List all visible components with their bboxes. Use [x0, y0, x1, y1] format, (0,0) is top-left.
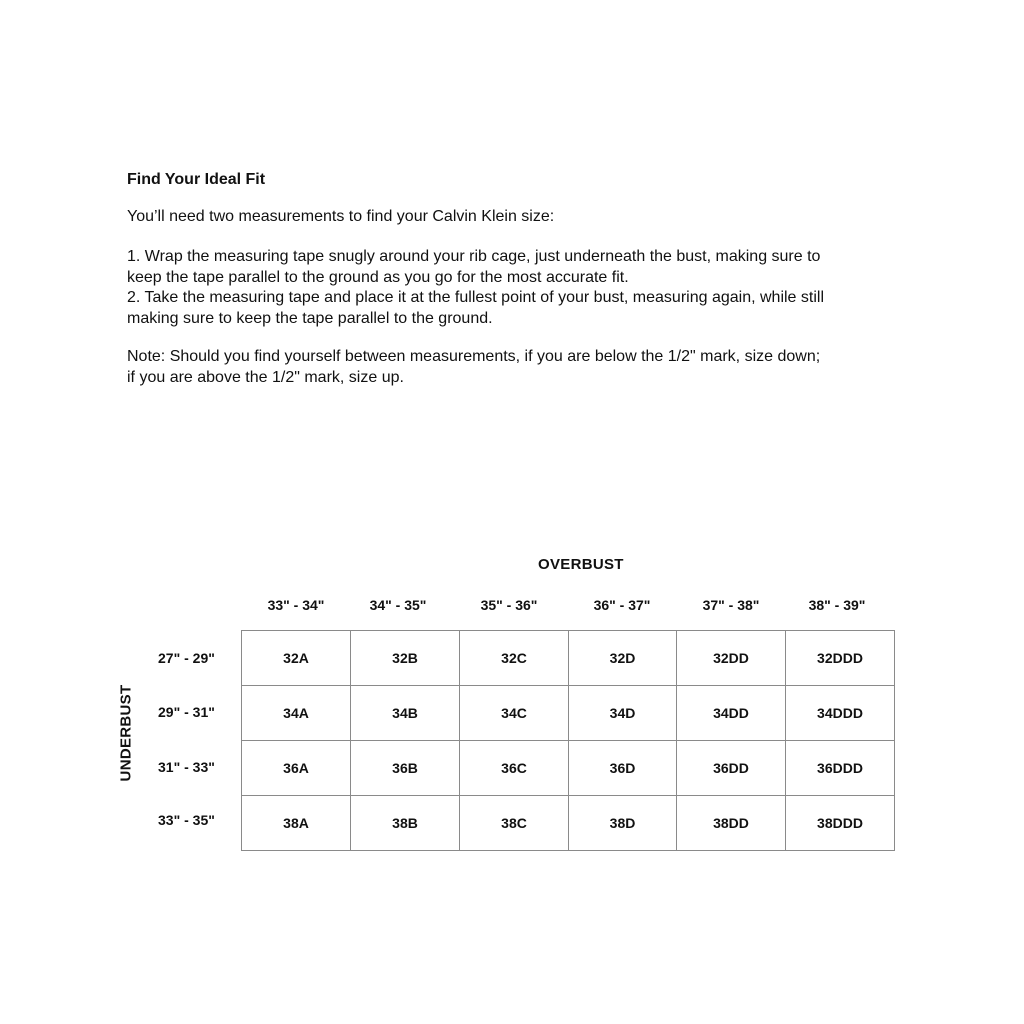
table-row [242, 686, 895, 741]
row-header: 29" - 31" [158, 704, 215, 720]
size-cell: 38DDD [786, 796, 895, 851]
column-header: 38" - 39" [808, 597, 866, 613]
note-line: if you are above the 1/2" mark, size up. [127, 368, 404, 386]
step-line: making sure to keep the tape parallel to the ground. [127, 309, 493, 327]
size-cell: 38B [351, 796, 460, 851]
size-cell: 34B [351, 686, 460, 741]
size-cell: 38A [242, 796, 351, 851]
step-line: keep the tape parallel to the ground as you go for the most accurate fit. [127, 268, 629, 286]
size-chart-table [241, 630, 895, 851]
note-line: Note: Should you find yourself between measurements, if you are below the 1/2" mark, size down; [127, 348, 821, 365]
column-header: 35" - 36" [480, 597, 538, 613]
size-cell: 36C [460, 741, 569, 796]
size-cell: 38DD [677, 796, 786, 851]
size-cell: 32DDD [786, 631, 895, 686]
size-cell: 32C [460, 631, 569, 686]
size-cell: 32A [242, 631, 351, 686]
size-cell: 36DD [677, 741, 786, 796]
size-cell: 32DD [677, 631, 786, 686]
row-header: 33" - 35" [158, 812, 215, 828]
intro-text: You’ll need two measurements to find your Calvin Klein size: [127, 208, 555, 225]
size-cell: 34DD [677, 686, 786, 741]
measurement-steps [127, 247, 907, 329]
row-header: 27" - 29" [158, 650, 215, 666]
size-cell: 36A [242, 741, 351, 796]
size-cell: 38C [460, 796, 569, 851]
step-line: 2. Take the measuring tape and place it at the fullest point of your bust, measuring again, while still [127, 289, 824, 306]
table-row [242, 796, 895, 851]
table-row [242, 631, 895, 686]
size-cell: 34D [569, 686, 677, 741]
size-cell: 36B [351, 741, 460, 796]
page-title: Find Your Ideal Fit [127, 171, 266, 188]
size-cell: 34A [242, 686, 351, 741]
size-cell: 34C [460, 686, 569, 741]
row-header: 31" - 33" [158, 759, 215, 775]
size-cell: 32D [569, 631, 677, 686]
size-cell: 34DDD [786, 686, 895, 741]
sizing-note [127, 347, 907, 388]
column-header: 33" - 34" [267, 597, 325, 613]
table-row [242, 741, 895, 796]
overbust-axis-label: OVERBUST [538, 556, 624, 573]
underbust-axis-label: UNDERBUST [117, 684, 135, 782]
step-line: 1. Wrap the measuring tape snugly around your rib cage, just underneath the bust, making sure to [127, 248, 821, 265]
column-header: 36" - 37" [593, 597, 651, 613]
column-header: 37" - 38" [702, 597, 760, 613]
size-cell: 32B [351, 631, 460, 686]
size-cell: 36D [569, 741, 677, 796]
size-cell: 38D [569, 796, 677, 851]
size-cell: 36DDD [786, 741, 895, 796]
column-header: 34" - 35" [369, 597, 427, 613]
